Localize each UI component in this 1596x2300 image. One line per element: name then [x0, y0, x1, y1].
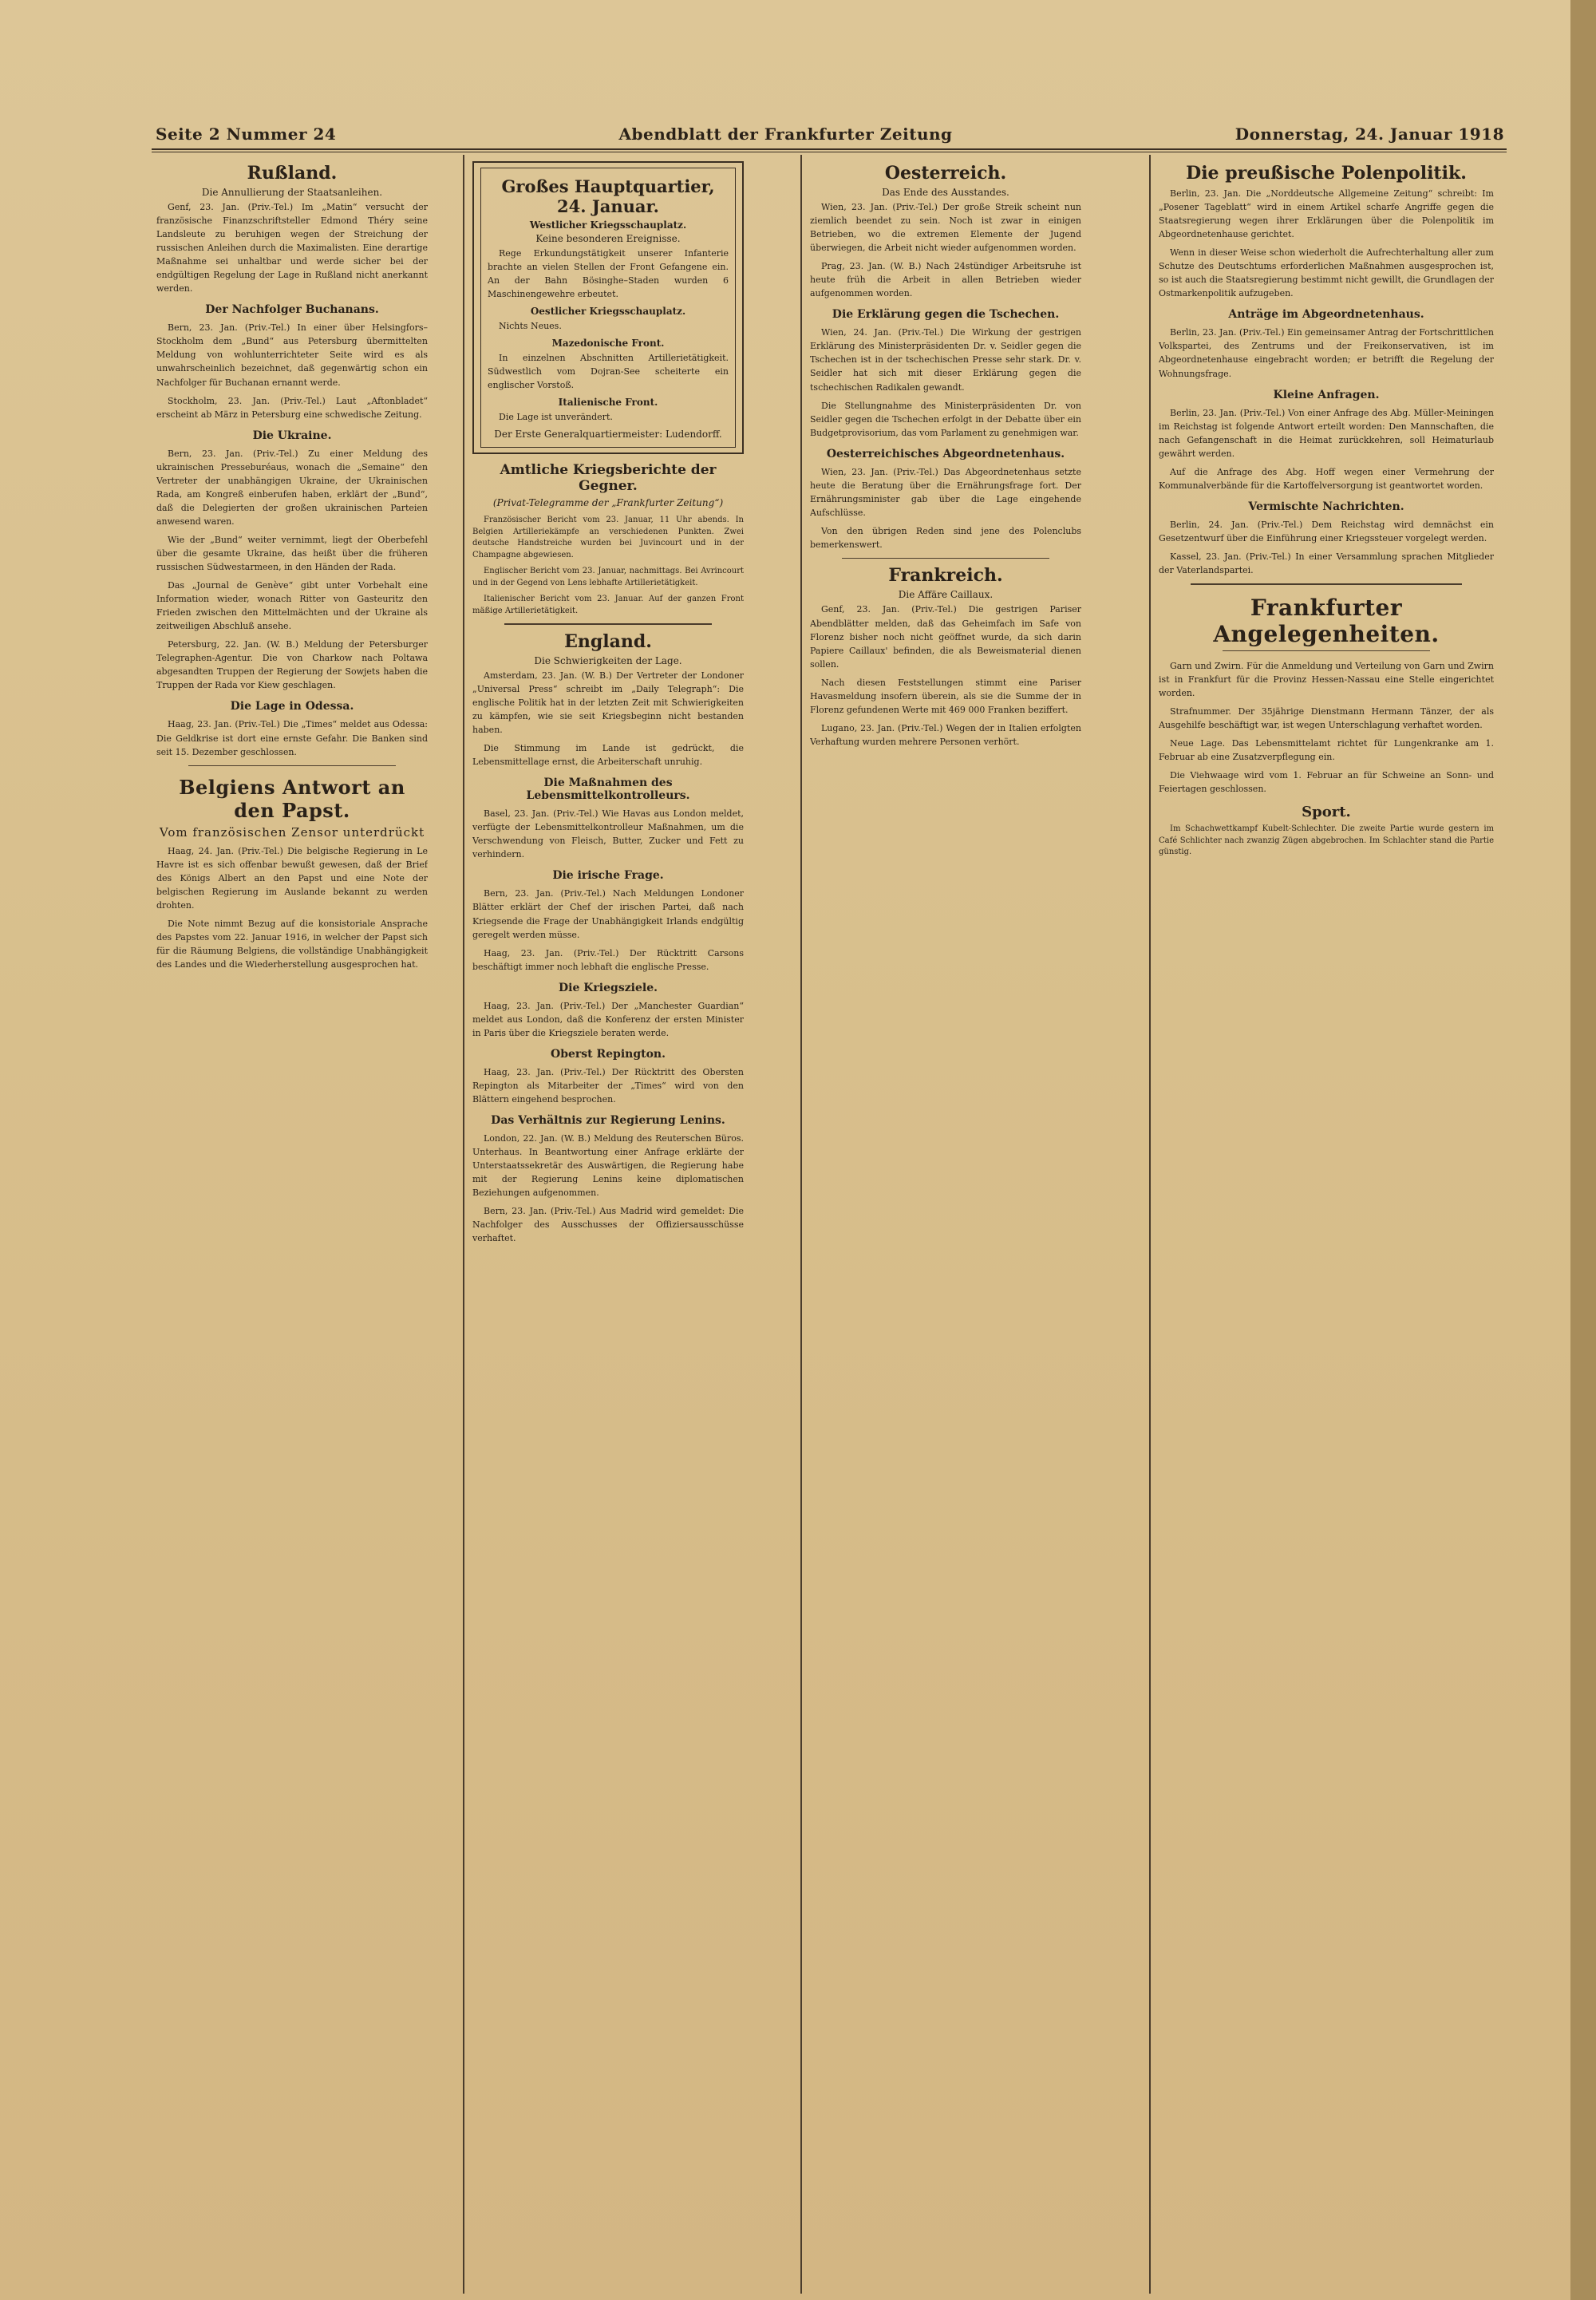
subhead: Die Ukraine.	[252, 429, 332, 442]
article-text: Haag, 24. Jan. (Priv.-Tel.) Die belgische Regierung in Le Havre ist es sich offenbar bewußt gewesen, daß der Brief des Königs Albert an den Papst und eine Note der belgischen Regierung im Auslande bekannt zu werden drohten.	[156, 846, 428, 911]
article-text: Von den übrigen Reden sind jene des Polenclubs bemerkenswert.	[810, 525, 1081, 550]
section-title-oesterreich: Oesterreich.	[884, 163, 1007, 184]
section-title-gegner: Amtliche Kriegsberichte der Gegner.	[500, 462, 717, 495]
signature: Der Erste Generalquartiermeister: Ludendorff.	[494, 429, 722, 441]
divider	[842, 558, 1049, 559]
article-text: Das „Journal de Genève“ gibt unter Vorbehalt eine Information wieder, wonach Ritter von Gasteuritz den Frieden zwischen den Mittelmächten und der Ukraine als zeitweiligen Abschluß ansehe.	[156, 580, 428, 632]
subhead: Anträge im Abgeordnetenhaus.	[1228, 308, 1424, 322]
article-text: Neue Lage. Das Lebensmittelamt richtet für Lungenkranke am 1. Februar ab eine Zusatzverpflegung ein.	[1159, 738, 1494, 763]
subhead: Keine besonderen Ereignisse.	[535, 233, 681, 244]
divider	[188, 765, 396, 767]
subhead: Oberst Repington.	[551, 1047, 666, 1061]
subhead: Vom französischen Zensor unterdrückt	[159, 825, 425, 840]
section-title-belgien: Belgiens Antwort an den Papst.	[179, 776, 405, 823]
subhead: Die Affäre Caillaux.	[898, 589, 994, 601]
subhead: Mazedonische Front.	[551, 338, 665, 350]
masthead	[156, 120, 1504, 148]
article-text: Kassel, 23. Jan. (Priv.-Tel.) In einer Versammlung sprachen Mitglieder der Vaterlandspartei.	[1159, 551, 1494, 575]
article-text: Die Note nimmt Bezug auf die konsistoriale Ansprache des Papstes vom 22. Januar 1916, in welcher der Papst sich für die Räumung Belgiens, die vollständige Unabhängigkeit des Landes und die Wiederherstellung ausgesprochen hat.	[156, 919, 428, 970]
section-title-polenpolitik: Die preußische Polenpolitik.	[1186, 163, 1467, 184]
subhead: Die Maßnahmen des Lebensmittelkontrolleurs.	[526, 777, 690, 803]
article-text: Prag, 23. Jan. (W. B.) Nach 24stündiger Arbeitsruhe ist heute früh die Arbeit in allen Betrieben wieder aufgenommen worden.	[810, 261, 1081, 299]
subhead: Der Nachfolger Buchanans.	[205, 303, 379, 317]
subhead: Die Erklärung gegen die Tschechen.	[832, 308, 1060, 322]
article-text: Bern, 23. Jan. (Priv.-Tel.) Nach Meldungen Londoner Blätter erklärt der Chef der irischen Partei, daß nach Kriegsende die Frage der Unabhängigkeit Irlands endgültig geregelt werden müsse.	[472, 888, 744, 940]
article-text: Im Schachwettkampf Kubelt-Schlechter. Die zweite Partie wurde gestern im Café Schlichter nach zwanzig Zügen abgebrochen. Im Schlachter stand die Partie günstig.	[1159, 824, 1494, 857]
subhead: Italienische Front.	[558, 397, 658, 409]
article-text: Garn und Zwirn. Für die Anmeldung und Verteilung von Garn und Zwirn ist in Frankfurt für die Provinz Hessen-Nassau eine Stelle eingerichtet worden.	[1159, 661, 1494, 699]
article-text: Wenn in dieser Weise schon wiederholt die Aufrechterhaltung aller zum Schutze des Deutschtums erforderlichen Maßnahmen ausgesprochen ist, so ist auch die Staatsregierung bestimmt nicht gewillt, die Grundlagen der Ostmarkenpolitik aufzugeben.	[1159, 247, 1494, 299]
subhead: Das Verhältnis zur Regierung Lenins.	[491, 1114, 725, 1127]
section-title-sport: Sport.	[1302, 804, 1351, 821]
subhead: Kleine Anfragen.	[1273, 388, 1380, 401]
subhead: Die Schwierigkeiten der Lage.	[534, 654, 682, 666]
article-text: Haag, 23. Jan. (Priv.-Tel.) Der Rücktritt Carsons beschäftigt immer noch lebhaft die englische Presse.	[472, 947, 744, 972]
subhead: Oestlicher Kriegsschauplatz.	[530, 306, 686, 318]
article-text: Die Viehwaage wird vom 1. Februar an für Schweine an Sonn- und Feiertagen geschlossen.	[1159, 770, 1494, 795]
section-title-frankreich: Frankreich.	[888, 565, 1003, 587]
article-text: Englischer Bericht vom 23. Januar, nachmittags. Bei Avrincourt und in der Gegend von Lens lebhafte Artillerietätigkeit.	[472, 567, 744, 587]
article-text: In einzelnen Abschnitten Artillerietätigkeit. Südwestlich vom Dojran-See scheiterte ein englischer Vorstoß.	[488, 353, 729, 391]
section-title-england: England.	[564, 630, 652, 652]
section-title-russland: Rußland.	[247, 163, 338, 184]
masthead-title: Abendblatt der Frankfurter Zeitung	[618, 124, 953, 144]
article-text: Genf, 23. Jan. (Priv.-Tel.) Die gestrigen Pariser Abendblätter melden, daß das Geheimfach im Safe von Florenz bisher noch nicht geöffnet wurde, da sich darin Papiere Caillaux' befinden, die als Beweismaterial dienen sollen.	[810, 604, 1081, 670]
article-text: Wien, 24. Jan. (Priv.-Tel.) Die Wirkung der gestrigen Erklärung des Ministerpräsidenten Dr. v. Seidler gegen die Tschechen ist in der tschechischen Presse sehr stark. Dr. v. Seidler hat sich mit dieser Erklärung gegen die tschechischen Radikalen gewandt.	[810, 327, 1081, 393]
subhead: Oesterreichisches Abgeordnetenhaus.	[826, 447, 1065, 460]
article-text: Die Stellungnahme des Ministerpräsidenten Dr. von Seidler gegen die Tschechen erfolgt in der Debatte über ein Budgetprovisorium, das vom Parlament zu genehmigen war.	[810, 400, 1081, 438]
masthead-page-number: Seite 2 Nummer 24	[156, 124, 337, 144]
article-text: Nichts Neues.	[499, 321, 562, 332]
article-text: Amsterdam, 23. Jan. (W. B.) Der Vertreter der Londoner „Universal Press“ schreibt im „Daily Telegraph“: Die englische Politik hat in der letzten Zeit mit Schwierigkeiten zu kämpfen, wie sie seit Kriegsbeginn nicht bestanden haben.	[472, 670, 744, 736]
article-text: Basel, 23. Jan. (Priv.-Tel.) Wie Havas aus London meldet, verfügte der Lebensmittelkontrolleur Maßnahmen, um die Verschwendung von Fleisch, Butter, Zucker und Fett zu verhindern.	[472, 808, 744, 860]
article-text: Genf, 23. Jan. (Priv.-Tel.) Im „Matin“ versucht der französische Finanzschriftsteller Edmond Théry seine Landsleute zu beruhigen wegen der Streichung der russischen Anleihen durch die Maximalisten. Eine derartige Maßnahme sei unhaltbar und werde sicher bei der endgültigen Regelung der Lage in Rußland nicht anerkannt werden.	[156, 202, 428, 294]
hq-report-box	[472, 161, 744, 454]
article-text: Nach diesen Feststellungen stimmt eine Pariser Havasmeldung insofern überein, als sie die Summe der in Florenz gefundenen Werte mit 469 000 Franken beziffert.	[810, 677, 1081, 715]
column-2	[472, 160, 744, 2290]
article-text: Strafnummer. Der 35jährige Dienstmann Hermann Tänzer, der als Ausgehilfe beschäftigt war, ist wegen Unterschlagung verhaftet worden.	[1159, 706, 1494, 731]
article-text: Wien, 23. Jan. (Priv.-Tel.) Das Abgeordnetenhaus setzte heute die Beratung über die Ernährungsfrage fort. Der Ernährungsminister gab über die Lage eingehende Aufschlüsse.	[810, 466, 1081, 518]
subhead: (Privat-Telegramme der „Frankfurter Zeitung“)	[492, 497, 724, 509]
page-edge	[1570, 0, 1596, 2300]
article-text: Stockholm, 23. Jan. (Priv.-Tel.) Laut „Aftonbladet“ erscheint ab März in Petersburg eine schwedische Zeitung.	[156, 395, 428, 420]
masthead-rule	[152, 148, 1507, 150]
article-text: Bern, 23. Jan. (Priv.-Tel.) In einer über Helsingfors–Stockholm dem „Bund“ aus Petersburg übermittelten Meldung von wohlunterrichteter Seite wird es als unwahrscheinlich bezeichnet, daß gegenwärtig schon ein Nachfolger für Buchanan ernannt werde.	[156, 322, 428, 388]
column-rule	[463, 155, 464, 2294]
subhead: Westlicher Kriegsschauplatz.	[529, 219, 687, 231]
article-text: Wie der „Bund“ weiter vernimmt, liegt der Oberbefehl über die gesamte Ukraine, das heißt über die früheren russischen Südwestarmeen, in den Händen der Rada.	[156, 534, 428, 573]
subhead: Die irische Frage.	[552, 869, 664, 883]
article-text: Berlin, 23. Jan. Die „Norddeutsche Allgemeine Zeitung“ schreibt: Im „Posener Tageblatt“ wird in einem Artikel scharfe Angriffe gegen die Staatsregierung wegen ihrer Erklärungen über die Polenpolitik im Abgeordnetenhause gerichtet.	[1159, 188, 1494, 240]
column-1	[156, 160, 428, 2290]
article-text: London, 22. Jan. (W. B.) Meldung des Reuterschen Büros. Unterhaus. In Beantwortung einer Anfrage erklärte der Unterstaatssekretär des Auswärtigen, die Regierung habe mit der Regierung Lenins keine diplomatischen Beziehungen aufgenommen.	[472, 1133, 744, 1199]
article-text: Die Lage ist unverändert.	[499, 412, 613, 423]
article-text: Lugano, 23. Jan. (Priv.-Tel.) Wegen der in Italien erfolgten Verhaftung wurden mehrere Personen verhört.	[810, 722, 1081, 747]
article-text: Haag, 23. Jan. (Priv.-Tel.) Der Rücktritt des Obersten Repington als Mitarbeiter der „Times“ wird von den Blättern eingehend besprochen.	[472, 1066, 744, 1105]
divider	[1191, 583, 1462, 585]
article-text: Berlin, 23. Jan. (Priv.-Tel.) Von einer Anfrage des Abg. Müller-Meiningen im Reichstag ist folgende Antwort erteilt worden: Den Mannschaften, die nach Gefangenschaft in die Heimat zurückkehren, soll Heimaturlaub gewährt werden.	[1159, 407, 1494, 459]
article-text: Italienischer Bericht vom 23. Januar. Auf der ganzen Front mäßige Artillerietätigkeit.	[472, 595, 744, 615]
article-text: Die Stimmung im Lande ist gedrückt, die Lebensmittellage ernst, die Arbeiterschaft unruhig.	[472, 743, 744, 768]
divider	[504, 623, 712, 625]
article-text: Bern, 23. Jan. (Priv.-Tel.) Aus Madrid wird gemeldet: Die Nachfolger des Ausschusses der Offiziersausschüsse verhaftet.	[472, 1206, 744, 1244]
article-text: Berlin, 23. Jan. (Priv.-Tel.) Ein gemeinsamer Antrag der Fortschrittlichen Volkspartei, des Zentrums und der Freikonservativen, ist im Abgeordnetenhause eingebracht worden; er betrifft die Regelung der Wohnungsfrage.	[1159, 327, 1494, 379]
subhead: Die Kriegsziele.	[559, 981, 658, 994]
article-text: Französischer Bericht vom 23. Januar, 11 Uhr abends. In Belgien Artilleriekämpfe an verschiedenen Punkten. Zwei deutsche Handstreiche wurden bei Juvincourt und in der Champagne abgewiesen.	[472, 516, 744, 559]
divider	[1223, 650, 1430, 652]
subhead: Die Annullierung der Staatsanleihen.	[201, 187, 383, 198]
article-text: Wien, 23. Jan. (Priv.-Tel.) Der große Streik scheint nun ziemlich beendet zu sein. Noch ist zwar in einigen Betrieben, wo die extremen Elemente der Jugend überwiegen, die Arbeit nicht wieder aufgenommen worden.	[810, 202, 1081, 254]
article-text: Haag, 23. Jan. (Priv.-Tel.) Der „Manchester Guardian“ meldet aus London, daß die Konferenz der ersten Minister in Paris über die Kriegsziele beraten werde.	[472, 1000, 744, 1038]
subhead: Vermischte Nachrichten.	[1248, 500, 1404, 513]
article-text: Berlin, 24. Jan. (Priv.-Tel.) Dem Reichstag wird demnächst ein Gesetzentwurf über die Einführung einer Kriegssteuer vorgelegt werden.	[1159, 519, 1494, 543]
subhead: Die Lage in Odessa.	[230, 700, 354, 713]
article-text: Rege Erkundungstätigkeit unserer Infanterie brachte an vielen Stellen der Front Gefangene ein. An der Bahn Bösinghe–Staden wurden 6 Maschinengewehre erbeutet.	[488, 248, 729, 300]
article-text: Haag, 23. Jan. (Priv.-Tel.) Die „Times“ meldet aus Odessa: Die Geldkrise ist dort eine ernste Gefahr. Die Banken sind seit 15. Dezember geschlossen.	[156, 719, 428, 757]
section-title-frankfurt: Frankfurter Angelegenheiten.	[1213, 594, 1440, 647]
column-3	[810, 160, 1081, 2290]
hq-title: Großes Hauptquartier, 24. Januar.	[501, 176, 715, 216]
article-text: Petersburg, 22. Jan. (W. B.) Meldung der Petersburger Telegraphen-Agentur. Die von Charkow nach Poltawa abgesandten Truppen der Regierung der Sowjets haben die Truppen der Rada vor Kiew geschlagen.	[156, 639, 428, 691]
masthead-date: Donnerstag, 24. Januar 1918	[1235, 124, 1504, 144]
subhead: Das Ende des Ausstandes.	[882, 187, 1009, 198]
column-4	[1159, 160, 1494, 2290]
column-rule	[800, 155, 802, 2294]
article-text: Bern, 23. Jan. (Priv.-Tel.) Zu einer Meldung des ukrainischen Presseburéaus, wonach die „Semaine“ den Vertreter der unabhängigen Ukraine, der Ukrainischen Rada, am Kongreß einberufen haben, erklärt der „Bund“, daß die Delegierten der großen ukrainischen Parteien anwesend waren.	[156, 448, 428, 527]
column-rule	[1149, 155, 1151, 2294]
article-text: Auf die Anfrage des Abg. Hoff wegen einer Vermehrung der Kommunalverbände für die Kartoffelversorgung ist geantwortet worden.	[1159, 466, 1494, 491]
